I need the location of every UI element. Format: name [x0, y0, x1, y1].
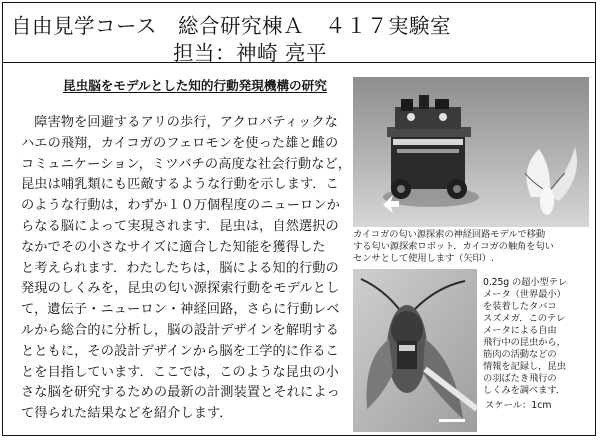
header	[3, 3, 595, 63]
panel-frame	[2, 2, 596, 436]
body-line: ルから総合的に分析し，脳の設計デザインを解明する	[21, 322, 339, 338]
caption-line: 飛行中の昆虫から，	[483, 337, 566, 348]
article-body	[21, 113, 352, 425]
hawkmoth-photo-caption	[483, 277, 593, 397]
caption-line: カイコガの匂い源探索の神経回路モデルで移動	[353, 229, 546, 240]
article-title: 昆虫脳をモデルとした知的行動発現機構の研究	[63, 78, 327, 93]
caption-line: する匂い源探索ロボット．カイコガの触角を匂い	[353, 241, 554, 252]
body-line: なかでその小さなサイズに適合した知能を獲得した	[21, 239, 326, 255]
caption-line: 情報を記録し，昆虫	[483, 361, 566, 372]
caption-line: の羽ばたき飛行の	[483, 373, 557, 384]
body-line: さな脳を研究するための最新の計測装置とそれによっ	[21, 385, 340, 401]
robot-photo-caption	[353, 229, 593, 265]
robot-photo	[353, 77, 589, 227]
scale-label: スケール：1cm	[485, 400, 552, 411]
caption-line: を装着したタバコ	[483, 301, 557, 312]
caption-line: メータによる自由	[483, 325, 557, 336]
body-line: とともに，その設計デザインから脳を工学的に作るこ	[21, 343, 339, 359]
body-line: 発現のしくみを，昆虫の匂い源探索行動をモデルとし	[21, 281, 340, 297]
hawkmoth-photo	[353, 269, 477, 432]
caption-line: しくみを調べます．	[483, 385, 566, 396]
body-line: て得られた結果などを紹介します．	[21, 406, 233, 422]
course-title: 自由見学コース 総合研究棟Ａ ４１７実験室	[11, 14, 451, 38]
caption-line: 0.25g の超小型テレ	[483, 277, 567, 288]
caption-line: 筋肉の活動などの	[483, 349, 557, 360]
body-line: コミュニケーション，ミツバチの高度な社会行動など，	[21, 156, 352, 172]
body-line: のような行動は，わずか１０万個程度のニューロンか	[21, 198, 340, 214]
person-in-charge: 担当：神崎 亮平	[173, 41, 328, 65]
body-line: て，遺伝子・ニューロン・神経回路，さらに行動レベ	[21, 302, 340, 318]
body-line: 昆虫は哺乳類にも匹敵するような行動を示します．こ	[21, 177, 339, 193]
caption-line: メータ（世界最小）	[483, 289, 566, 300]
body-line: と考えられます．わたしたちは，脳による知的行動の	[21, 260, 339, 276]
body-line: らなる脳によって実現されます．昆虫は，自然選択の	[21, 218, 339, 234]
body-line: ハエの飛翔，カイコガのフェロモンを使った雄と雌の	[21, 135, 339, 151]
caption-line: センサとして使用します（矢印）.	[353, 253, 494, 264]
content-area	[3, 63, 595, 435]
body-line: とを目指しています．ここでは，このような昆虫の小	[21, 364, 339, 380]
caption-line: スズメガ．このテレ	[483, 313, 566, 324]
body-line: 障害物を回避するアリの歩行，アクロバティックな	[21, 115, 338, 130]
